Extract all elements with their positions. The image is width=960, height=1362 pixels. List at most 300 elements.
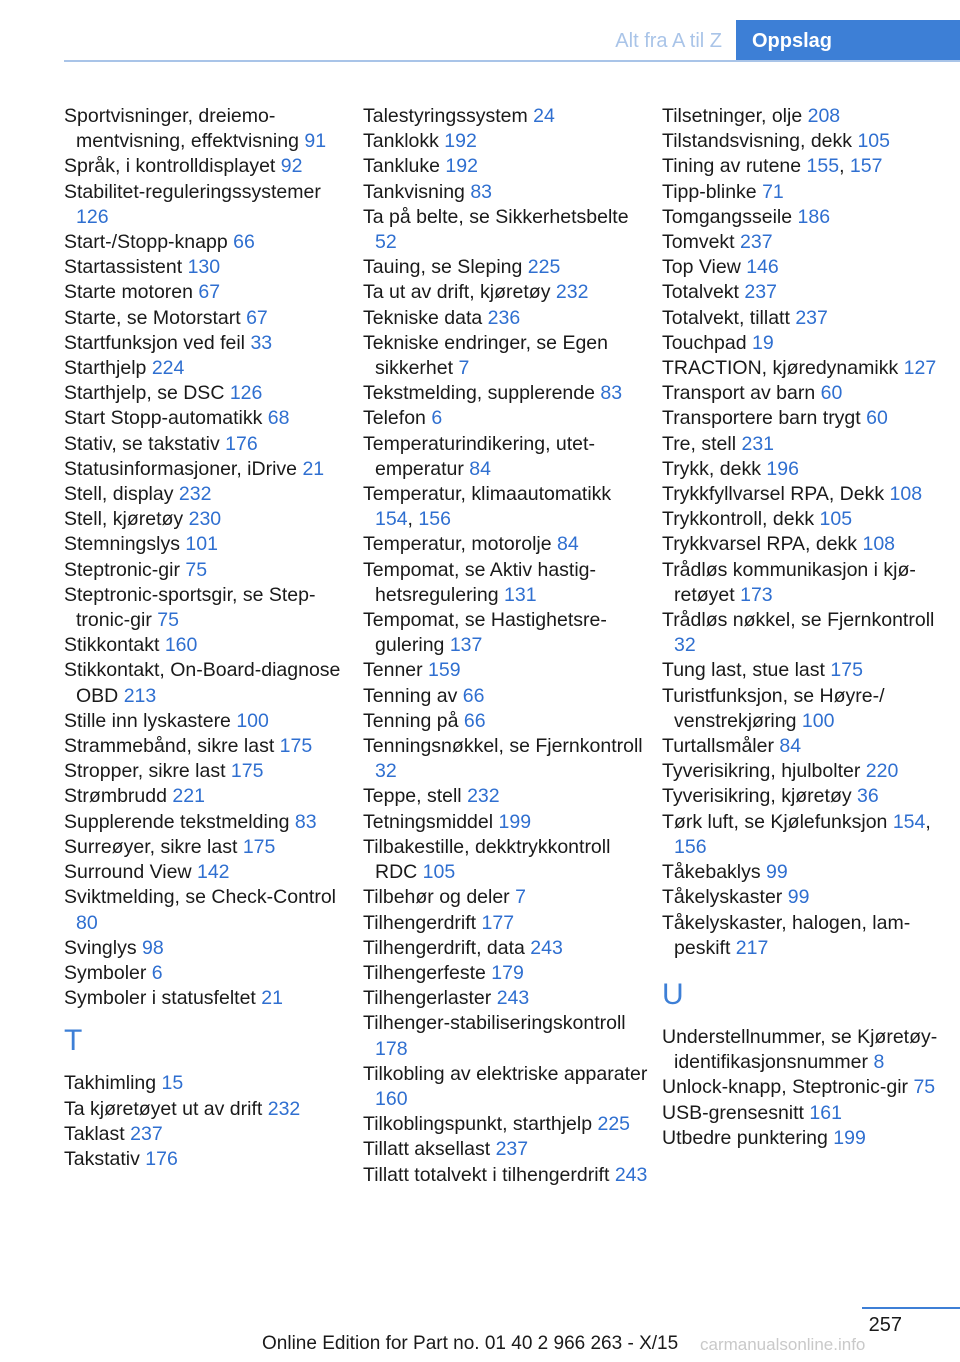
index-entry xyxy=(64,810,349,835)
index-term: Tomvekt xyxy=(662,231,735,254)
page-reference-link[interactable]: 108 xyxy=(862,533,896,556)
page-reference-link[interactable]: 66 xyxy=(463,709,486,732)
index-entry xyxy=(662,911,952,961)
chapter-tab[interactable]: Oppslag xyxy=(736,20,960,62)
index-term: Tilsetninger, olje xyxy=(662,105,803,127)
index-entry xyxy=(662,1101,952,1126)
index-term: Symboler i statusfeltet xyxy=(64,987,256,1010)
page-reference-link[interactable]: 32 xyxy=(375,760,397,783)
index-entry xyxy=(662,658,952,683)
index-term: Totalvekt xyxy=(662,281,739,304)
index-term: Stemningslys xyxy=(64,533,180,556)
page-reference-link[interactable]: 208 xyxy=(807,105,841,127)
index-column-1 xyxy=(64,104,349,1172)
index-entry xyxy=(662,306,952,331)
page-reference-link[interactable]: 175 xyxy=(230,760,264,783)
index-entry xyxy=(363,835,648,885)
page-reference-link[interactable]: 176 xyxy=(145,1147,178,1170)
page-reference-link[interactable]: 224 xyxy=(151,357,185,380)
index-term: Svinglys xyxy=(64,936,137,959)
index-term: Steptronic-sportsgir, se Steptronic-gir xyxy=(64,583,316,632)
index-entry xyxy=(64,658,349,708)
page-reference-link[interactable]: 6 xyxy=(151,961,163,984)
page-reference-link[interactable]: 83 xyxy=(294,810,317,833)
index-entry xyxy=(363,255,648,280)
page-reference-link[interactable]: 126 xyxy=(229,382,263,405)
index-term: Steptronic-gir xyxy=(64,558,180,581)
page-reference-link[interactable]: 199 xyxy=(498,810,532,833)
index-entry xyxy=(662,280,952,305)
index-term: Tilkobling av elektriske apparater xyxy=(363,1062,648,1085)
index-entry xyxy=(64,280,349,305)
index-entry xyxy=(363,1112,648,1137)
index-entry xyxy=(363,885,648,910)
page-reference-link[interactable]: 237 xyxy=(744,281,777,304)
page-reference-link[interactable]: 101 xyxy=(185,533,218,556)
index-entry: Tining av rutene 155, 157 xyxy=(662,155,883,178)
page-reference-link[interactable]: 160 xyxy=(375,1087,408,1110)
page-reference-link[interactable]: 71 xyxy=(762,180,784,203)
index-term: Tetningsmiddel xyxy=(363,810,494,833)
index-term: Start Stopp-automatikk xyxy=(64,407,263,430)
index-term: Tyverisikring, kjøretøy xyxy=(662,785,852,808)
index-column-3 xyxy=(662,104,952,1151)
index-term: Tankvisning xyxy=(363,180,465,203)
index-entry xyxy=(662,784,952,809)
index-term: Sportvisninger, dreiemomentvisning, effektvisning xyxy=(64,105,299,153)
index-entry xyxy=(363,306,648,331)
page-reference-link[interactable]: 243 xyxy=(530,936,563,959)
index-entry xyxy=(64,759,349,784)
index-entry xyxy=(662,558,952,608)
page-reference-link[interactable]: 36 xyxy=(857,785,879,808)
index-term: Surround View xyxy=(64,861,192,884)
page-reference-link[interactable]: 237 xyxy=(495,1138,529,1161)
index-term: Tauing, se Sleping xyxy=(363,256,523,279)
index-term: Surreøyer, sikre last xyxy=(64,835,238,858)
index-term: Temperaturindikering, utetemperatur xyxy=(363,432,595,480)
page-reference-link[interactable]: 173 xyxy=(740,583,773,606)
index-entry xyxy=(363,1062,648,1112)
index-term: Understellnummer, se Kjøretøy-identifikasjonsnummer xyxy=(662,1025,938,1074)
index-entry xyxy=(662,1126,952,1151)
index-entry xyxy=(64,432,349,457)
page-number: 257 xyxy=(868,1314,902,1336)
index-entry xyxy=(64,154,349,179)
index-term: Tilkoblingspunkt, starthjelp xyxy=(363,1113,593,1136)
page-reference-link[interactable]: 192 xyxy=(445,155,478,178)
index-term: Starte motoren xyxy=(64,281,193,304)
index-entry xyxy=(363,936,648,961)
index-term: Trykkontroll, dekk xyxy=(662,508,815,531)
index-entry xyxy=(363,961,648,986)
page-reference-link[interactable]: 32 xyxy=(674,634,696,657)
index-term: Tilstandsvisning, dekk xyxy=(662,130,853,153)
index-term: Tung last, stue last xyxy=(662,659,825,682)
index-term: Start-/Stopp-knapp xyxy=(64,231,228,254)
page-reference-link[interactable]: 19 xyxy=(752,331,774,354)
index-term: Unlock-knapp, Steptronic-gir xyxy=(662,1076,909,1099)
index-entry xyxy=(662,734,952,759)
page-reference-link[interactable]: 157 xyxy=(849,155,883,178)
index-entry: Tørk luft, se Kjølefunksjon 154, 156 xyxy=(662,810,931,858)
page-reference-link[interactable]: 175 xyxy=(242,835,276,858)
index-term: Touchpad xyxy=(662,331,747,354)
page-reference-link[interactable]: 237 xyxy=(795,306,828,329)
page-reference-link[interactable]: 146 xyxy=(746,256,779,279)
index-entry xyxy=(363,1163,648,1188)
index-term: Trådløs nøkkel, se Fjernkontroll xyxy=(662,609,935,632)
index-term: Starte, se Motorstart xyxy=(64,306,241,329)
index-entry xyxy=(662,482,952,507)
index-entry xyxy=(363,911,648,936)
index-term: Startfunksjon ved feil xyxy=(64,331,246,354)
index-entry xyxy=(363,684,648,709)
index-term: Totalvekt, tillatt xyxy=(662,306,790,329)
index-entry xyxy=(662,532,952,557)
watermark: carmanualsonline.info xyxy=(700,1335,866,1354)
index-letter-heading: T xyxy=(64,1024,83,1058)
index-entry xyxy=(662,759,952,784)
page-reference-link[interactable]: 60 xyxy=(820,382,843,405)
page-reference-link[interactable]: 231 xyxy=(741,432,775,455)
index-term: Tomgangsseile xyxy=(662,205,793,228)
page-reference-link[interactable]: 66 xyxy=(233,231,255,254)
page-reference-link[interactable]: 105 xyxy=(422,861,456,884)
index-term: Tilhengerlaster xyxy=(363,987,492,1010)
index-entry: Temperatur, klimaautomatikk 154, 156 xyxy=(363,483,612,531)
page-reference-link[interactable]: 199 xyxy=(833,1126,866,1149)
page-reference-link[interactable]: 99 xyxy=(766,861,788,884)
index-entry xyxy=(662,205,952,230)
header-rule xyxy=(64,60,960,62)
page-reference-link[interactable]: 15 xyxy=(161,1072,184,1095)
index-term: Trykkfyllvarsel RPA, Dekk xyxy=(662,483,885,506)
index-term: Tekniske data xyxy=(363,306,483,329)
page-reference-link[interactable]: 126 xyxy=(76,205,109,228)
page-reference-link[interactable]: 7 xyxy=(515,886,526,909)
index-term: Tre, stell xyxy=(662,432,737,455)
page-reference-link[interactable]: 6 xyxy=(431,407,443,430)
page-reference-link[interactable]: 75 xyxy=(157,609,179,632)
index-entry xyxy=(363,104,648,129)
index-entry xyxy=(363,658,648,683)
index-entry xyxy=(64,734,349,759)
index-term: Tempomat, se Aktiv hastighetsregulering xyxy=(363,558,597,606)
index-term: Ta på belte, se Sikkerhetsbelte xyxy=(363,205,629,228)
index-term: Stikkontakt xyxy=(64,634,160,657)
page-reference-link[interactable]: 83 xyxy=(470,180,493,203)
index-term: Tankluke xyxy=(363,155,440,178)
index-entry xyxy=(64,255,349,280)
index-term: Tekniske endringer, se Egen sikkerhet xyxy=(363,331,608,380)
index-entry xyxy=(64,306,349,331)
index-entry xyxy=(662,860,952,885)
index-entry xyxy=(64,482,349,507)
index-letter-heading: U xyxy=(662,977,684,1011)
index-entry xyxy=(363,734,648,784)
index-term: Temperatur, motorolje xyxy=(363,533,552,556)
page-reference-link[interactable]: 105 xyxy=(819,508,853,531)
index-entry xyxy=(363,432,648,482)
index-entry xyxy=(363,709,648,734)
index-entry xyxy=(64,1071,349,1096)
index-entry xyxy=(64,633,349,658)
index-term: Stell, kjøretøy xyxy=(64,508,184,531)
index-entry xyxy=(363,1011,648,1061)
page-reference-link[interactable]: 52 xyxy=(375,231,397,254)
index-term: Temperatur, klimaautomatikk xyxy=(363,483,612,506)
index-term: Ta ut av drift, kjøretøy xyxy=(363,281,551,304)
index-entry xyxy=(662,507,952,532)
index-term: Tåkelyskaster, halogen, lampeskift xyxy=(662,911,911,959)
index-term: Tenner xyxy=(363,659,423,682)
index-term: Top View xyxy=(662,256,741,279)
index-term: Tenningsnøkkel, se Fjernkontroll xyxy=(363,735,643,758)
page-reference-link[interactable]: 21 xyxy=(302,457,325,480)
page-reference-link[interactable]: 68 xyxy=(267,407,290,430)
index-term: Tekstmelding, supplerende xyxy=(363,382,595,405)
section-title[interactable]: Alt fra A til Z xyxy=(615,30,722,52)
index-term: Symboler xyxy=(64,961,147,984)
index-entry xyxy=(64,381,349,406)
index-term: Ta kjøretøyet ut av drift xyxy=(64,1097,263,1120)
index-entry xyxy=(662,684,952,734)
footer-rule xyxy=(862,1307,960,1309)
index-entry xyxy=(64,558,349,583)
index-entry xyxy=(64,709,349,734)
page-reference-link[interactable]: 84 xyxy=(469,457,491,480)
index-entry xyxy=(64,1097,349,1122)
index-entry xyxy=(64,860,349,885)
index-term: Tining av rutene xyxy=(662,155,802,178)
index-term: Utbedre punktering xyxy=(662,1126,828,1149)
page-reference-link[interactable]: 67 xyxy=(198,281,221,304)
page-reference-link[interactable]: 155 xyxy=(806,155,840,178)
index-term: Takstativ xyxy=(64,1147,140,1170)
index-term: Strammebånd, sikre last xyxy=(64,735,275,758)
page-reference-link[interactable]: 156 xyxy=(674,835,707,858)
index-term: Transportere barn trygt xyxy=(662,407,861,430)
index-entry xyxy=(363,154,648,179)
index-entry xyxy=(662,885,952,910)
index-term: Turtallsmåler xyxy=(662,735,774,758)
page-reference-link[interactable]: 177 xyxy=(481,911,515,934)
index-entry xyxy=(64,180,349,230)
index-term: Tåkebaklys xyxy=(662,861,761,884)
index-term: Tillatt totalvekt i tilhengerdrift xyxy=(363,1163,610,1186)
page-reference-link[interactable]: 176 xyxy=(225,432,258,455)
page-reference-link[interactable]: 186 xyxy=(797,205,831,228)
index-term: Transport av barn xyxy=(662,382,816,405)
index-term: Tørk luft, se Kjølefunksjon xyxy=(662,810,888,833)
page-reference-link[interactable]: 84 xyxy=(557,533,579,556)
index-entry xyxy=(662,255,952,280)
page-reference-link[interactable]: 237 xyxy=(130,1122,163,1145)
index-term: Stell, display xyxy=(64,483,174,506)
page-reference-link[interactable]: 98 xyxy=(142,936,164,959)
page-reference-link[interactable]: 75 xyxy=(913,1076,936,1099)
page-reference-link[interactable]: 243 xyxy=(496,987,530,1010)
page-reference-link[interactable]: 243 xyxy=(614,1163,648,1186)
index-term: Tenning på xyxy=(363,709,459,732)
page-reference-link[interactable]: 84 xyxy=(779,735,802,758)
index-term: Tillatt aksellast xyxy=(363,1138,491,1161)
index-entry xyxy=(662,129,952,154)
page-reference-link[interactable]: 156 xyxy=(418,508,451,531)
page-reference-link[interactable]: 213 xyxy=(123,684,157,707)
index-term: USB-grensesnitt xyxy=(662,1101,804,1124)
index-entry xyxy=(363,280,648,305)
index-term: Stikkontakt, On-Board-diagnose OBD xyxy=(64,659,341,707)
index-term: Tilhengerdrift xyxy=(363,911,477,934)
index-entry xyxy=(662,381,952,406)
index-entry xyxy=(662,406,952,431)
page-reference-link[interactable]: 60 xyxy=(866,407,888,430)
page-reference-link[interactable]: 24 xyxy=(533,105,555,127)
index-entry xyxy=(64,1122,349,1147)
index-term: Starthjelp, se DSC xyxy=(64,382,225,405)
page-reference-link[interactable]: 108 xyxy=(889,483,923,506)
index-term: Strømbrudd xyxy=(64,785,167,808)
page-reference-link[interactable]: 8 xyxy=(873,1051,885,1074)
index-term: Tilhengerdrift, data xyxy=(363,936,525,959)
page-reference-link[interactable]: 137 xyxy=(449,634,483,657)
page-reference-link[interactable]: 232 xyxy=(178,483,212,506)
index-term: Trykkvarsel RPA, dekk xyxy=(662,533,858,556)
index-term: Tilbakestille, dekktrykkontroll RDC xyxy=(363,835,611,884)
index-term: Tempomat, se Hastighetsregulering xyxy=(363,609,607,657)
index-entry xyxy=(363,810,648,835)
index-entry xyxy=(662,457,952,482)
index-term: Stille inn lyskastere xyxy=(64,709,231,732)
index-entry xyxy=(363,381,648,406)
index-entry xyxy=(363,129,648,154)
page-reference-link[interactable]: 179 xyxy=(491,961,524,984)
index-entry xyxy=(662,1025,952,1075)
page-reference-link[interactable]: 67 xyxy=(246,306,268,329)
page-reference-link[interactable]: 130 xyxy=(187,256,221,279)
index-entry xyxy=(64,986,349,1011)
page-reference-link[interactable]: 154 xyxy=(892,810,926,833)
index-term: Statusinformasjoner, iDrive xyxy=(64,457,298,480)
page-reference-link[interactable]: 217 xyxy=(735,936,769,959)
page-reference-link[interactable]: 161 xyxy=(809,1101,842,1124)
index-entry xyxy=(64,961,349,986)
page-reference-link[interactable]: 230 xyxy=(188,508,222,531)
page-reference-link[interactable]: 232 xyxy=(467,785,500,808)
index-entry xyxy=(662,104,952,129)
page-reference-link[interactable]: 33 xyxy=(250,331,273,354)
index-term: TRACTION, kjøredynamikk xyxy=(662,357,899,380)
page-reference-link[interactable]: 75 xyxy=(185,558,208,581)
index-term: Sviktmelding, se Check-Control xyxy=(64,886,337,909)
index-entry xyxy=(363,558,648,608)
index-entry xyxy=(64,331,349,356)
index-term: Stabilitet-reguleringssystemer xyxy=(64,180,321,203)
index-entry xyxy=(363,1137,648,1162)
index-term: Stativ, se takstativ xyxy=(64,432,220,455)
page-reference-link[interactable]: 178 xyxy=(375,1037,408,1060)
page-reference-link[interactable]: 237 xyxy=(740,231,773,254)
index-term: Tanklokk xyxy=(363,130,439,153)
index-term: Tilbehør og deler xyxy=(363,886,510,909)
index-term: Startassistent xyxy=(64,256,183,279)
index-entry xyxy=(363,331,648,381)
index-term: Starthjelp xyxy=(64,357,147,380)
page-header xyxy=(0,0,960,62)
index-entry xyxy=(64,457,349,482)
page-reference-link[interactable]: 220 xyxy=(865,760,899,783)
index-term: Trådløs kommunikasjon i kjøretøyet xyxy=(662,558,916,606)
index-term: Talestyringssystem xyxy=(363,105,528,127)
index-term: Taklast xyxy=(64,1122,125,1145)
page-reference-link[interactable]: 192 xyxy=(444,130,477,153)
page-reference-link[interactable]: 175 xyxy=(279,735,313,758)
index-term: Tilhengerfeste xyxy=(363,961,486,984)
page-reference-link[interactable]: 221 xyxy=(172,785,205,808)
page-reference-link[interactable]: 160 xyxy=(164,634,198,657)
page-reference-link[interactable]: 100 xyxy=(801,709,835,732)
index-entry xyxy=(64,835,349,860)
index-entry xyxy=(363,205,648,255)
page-reference-link[interactable]: 196 xyxy=(766,457,799,480)
page-reference-link[interactable]: 127 xyxy=(903,357,937,380)
page-reference-link[interactable]: 175 xyxy=(830,659,863,682)
page-reference-link[interactable]: 159 xyxy=(428,659,461,682)
page-reference-link[interactable]: 83 xyxy=(600,382,623,405)
page-reference-link[interactable]: 232 xyxy=(555,281,589,304)
index-entry xyxy=(363,532,648,557)
page-reference-link[interactable]: 225 xyxy=(597,1113,631,1136)
page-reference-link[interactable]: 142 xyxy=(196,861,230,884)
page-reference-link[interactable]: 225 xyxy=(527,256,561,279)
page-reference-link[interactable]: 100 xyxy=(236,709,269,732)
index-entry xyxy=(64,885,349,935)
index-entry xyxy=(363,180,648,205)
page-reference-link[interactable]: 80 xyxy=(76,911,98,934)
page-reference-link[interactable]: 154 xyxy=(375,508,408,531)
index-term: Tilhenger-stabiliseringskontroll xyxy=(363,1012,626,1035)
page-reference-link[interactable]: 131 xyxy=(504,583,537,606)
index-term: Tåkelyskaster xyxy=(662,886,783,909)
page-reference-link[interactable]: 91 xyxy=(304,130,327,153)
page-reference-link[interactable]: 92 xyxy=(280,155,303,178)
page-reference-link[interactable]: 7 xyxy=(458,357,470,380)
page-reference-link[interactable]: 105 xyxy=(857,130,890,153)
edition-note: Online Edition for Part no. 01 40 2 966 263 - X/15 xyxy=(262,1333,679,1354)
index-entry xyxy=(662,432,952,457)
index-term: Trykk, dekk xyxy=(662,457,761,480)
index-entry xyxy=(64,784,349,809)
page-reference-link[interactable]: 21 xyxy=(261,987,283,1010)
index-entry xyxy=(64,230,349,255)
index-term: Telefon xyxy=(363,407,426,430)
index-entry xyxy=(64,532,349,557)
index-term: Tipp-blinke xyxy=(662,180,757,203)
index-term: Takhimling xyxy=(64,1072,157,1095)
page-reference-link[interactable]: 236 xyxy=(487,306,521,329)
page-reference-link[interactable]: 232 xyxy=(267,1097,301,1120)
index-entry xyxy=(64,104,349,154)
index-entry xyxy=(662,180,952,205)
index-entry xyxy=(363,986,648,1011)
index-entry xyxy=(64,936,349,961)
index-term: Turistfunksjon, se Høyre-/ venstrekjøring xyxy=(662,684,885,732)
page-reference-link[interactable]: 66 xyxy=(462,684,485,707)
index-column-2 xyxy=(363,104,648,1188)
page-reference-link[interactable]: 99 xyxy=(787,886,810,909)
